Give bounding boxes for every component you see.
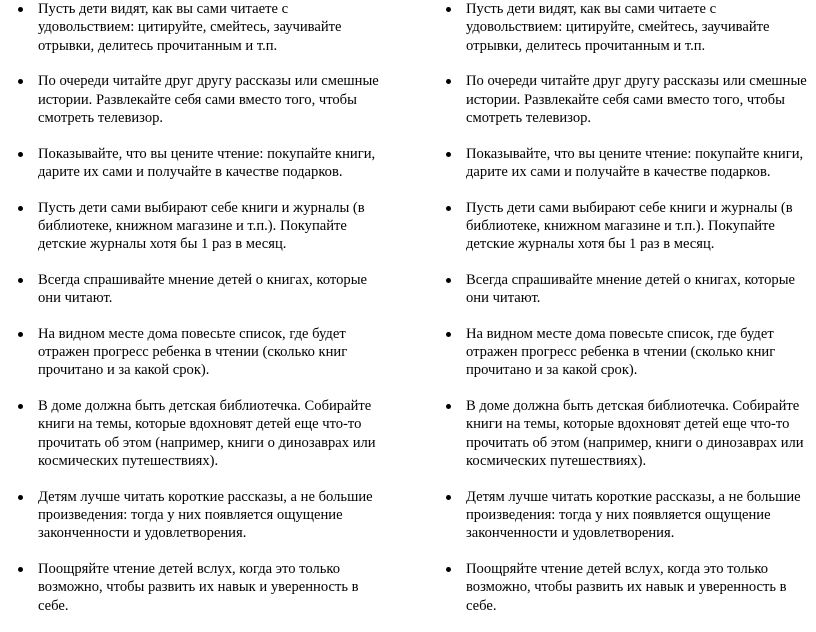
list-item-text: В доме должна быть детская библиотечка. Собирайте книги на темы, которые вдохновят детей еще что-то прочитать об этом (например, книги о динозаврах или космических путешествиях). [466, 398, 804, 469]
bullet-icon [18, 495, 23, 500]
bullet-icon [446, 79, 451, 84]
list-item [442, 560, 814, 615]
list-item-text: Поощряйте чтение детей вслух, когда это только возможно, чтобы развить их навык и уверенность в себе. [38, 560, 359, 614]
bullet-icon [18, 152, 23, 157]
list-item [442, 145, 814, 182]
bullet-icon [446, 404, 451, 409]
list-item-text: Детям лучше читать короткие рассказы, а не большие произведения: тогда у них появляется ощущение законченности и удовлетворения. [38, 488, 373, 542]
list-item [14, 397, 386, 470]
bullet-icon [18, 206, 23, 211]
bullet-icon [18, 404, 23, 409]
list-item [14, 72, 386, 127]
list-item-text: На видном месте дома повесьте список, где будет отражен прогресс ребенка в чтении (сколько книг прочитано и за какой срок). [466, 325, 776, 379]
list-item-text: На видном месте дома повесьте список, где будет отражен прогресс ребенка в чтении (сколько книг прочитано и за какой срок). [38, 325, 348, 379]
bullet-icon [18, 278, 23, 283]
bullet-icon [446, 152, 451, 157]
list-item-text: Пусть дети видят, как вы сами читаете с удовольствием: цитируйте, смейтесь, заучивайте отрывки, делитесь прочитанным и т.п. [38, 1, 342, 54]
list-item [14, 325, 386, 380]
bullet-icon [18, 7, 23, 12]
list-item [14, 271, 386, 308]
list-item-text: Пусть дети сами выбирают себе книги и журналы (в библиотеке, книжном магазине и т.п.). Покупайте детские журналы хотя бы 1 раз в месяц. [38, 199, 365, 253]
list-item [442, 199, 814, 254]
bullet-icon [446, 332, 451, 337]
list-item-text: В доме должна быть детская библиотечка. Собирайте книги на темы, которые вдохновят детей еще что-то прочитать об этом (например, книги о динозаврах или космических путешествиях). [38, 398, 376, 469]
list-item [442, 0, 814, 55]
list-item [442, 397, 814, 470]
list-item [14, 199, 386, 254]
bullet-icon [446, 278, 451, 283]
list-item-text: По очереди читайте друг другу рассказы или смешные истории. Развлекайте себя сами вместо того, чтобы смотреть телевизор. [466, 73, 807, 126]
list-item [14, 0, 386, 55]
list-item-text: Всегда спрашивайте мнение детей о книгах, которые они читают. [466, 271, 795, 307]
list-item-text: Пусть дети видят, как вы сами читаете с удовольствием: цитируйте, смейтесь, заучивайте отрывки, делитесь прочитанным и т.п. [466, 1, 770, 54]
bullet-icon [446, 495, 451, 500]
bullet-icon [446, 567, 451, 572]
list-item [442, 271, 814, 308]
list-item [14, 145, 386, 182]
list-item-text: Показывайте, что вы цените чтение: покупайте книги, дарите их сами и получайте в качестве подарков. [466, 145, 804, 180]
left-column [14, 0, 386, 632]
list-item-text: Всегда спрашивайте мнение детей о книгах, которые они читают. [38, 271, 367, 307]
bullet-icon [18, 567, 23, 572]
right-column [442, 0, 814, 632]
bullet-icon [446, 206, 451, 211]
list-item-text: Пусть дети сами выбирают себе книги и журналы (в библиотеке, книжном магазине и т.п.). Покупайте детские журналы хотя бы 1 раз в месяц. [466, 199, 793, 253]
bullet-icon [446, 7, 451, 12]
bullet-icon [18, 332, 23, 337]
bullet-list-right [442, 0, 814, 615]
list-item [442, 72, 814, 127]
list-item-text: По очереди читайте друг другу рассказы или смешные истории. Развлекайте себя сами вместо того, чтобы смотреть телевизор. [38, 73, 379, 126]
list-item-text: Показывайте, что вы цените чтение: покупайте книги, дарите их сами и получайте в качестве подарков. [38, 145, 376, 180]
list-item-text: Детям лучше читать короткие рассказы, а не большие произведения: тогда у них появляется ощущение законченности и удовлетворения. [466, 488, 801, 542]
list-item [442, 488, 814, 543]
list-item [14, 560, 386, 615]
list-item [442, 325, 814, 380]
bullet-icon [18, 79, 23, 84]
bullet-list-left [14, 0, 386, 615]
list-item-text: Поощряйте чтение детей вслух, когда это только возможно, чтобы развить их навык и уверенность в себе. [466, 560, 787, 614]
list-item [14, 488, 386, 543]
